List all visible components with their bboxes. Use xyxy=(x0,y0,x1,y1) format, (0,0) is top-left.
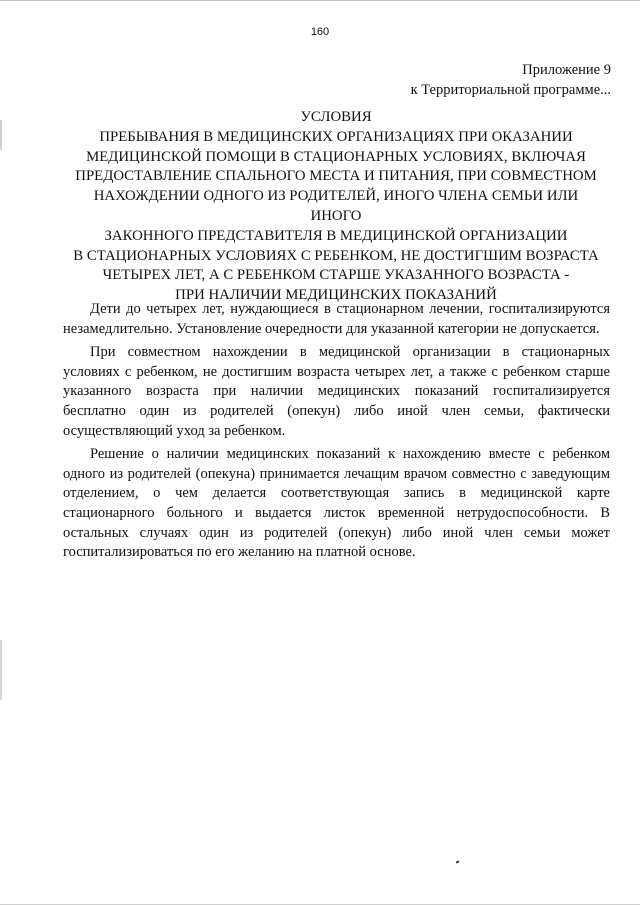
title-line: В СТАЦИОНАРНЫХ УСЛОВИЯХ С РЕБЕНКОМ, НЕ ДОСТИГШИМ ВОЗРАСТА xyxy=(73,247,599,264)
title-line: ПРЕДОСТАВЛЕНИЕ СПАЛЬНОГО МЕСТА И ПИТАНИЯ, ПРИ СОВМЕСТНОМ xyxy=(75,168,597,185)
title-line: УСЛОВИЯ xyxy=(300,109,372,125)
page-number: 160 xyxy=(310,26,330,38)
scan-edge-left xyxy=(0,120,2,150)
paragraph: Решение о наличии медицинских показаний к нахождению вместе с ребенком одного из родителей (опекуна) принимается лечащим врачом совместно с заведующим отделением, о чем делается соответствующая запись в медицинской карте стационарного больного и выдается листок временной нетрудоспособности. В остальных случаях один из родителей (опекун) либо иной член семьи может госпитализироваться по его желанию на платной основе. xyxy=(63,446,610,561)
appendix-header xyxy=(411,60,611,100)
document-body xyxy=(63,300,610,567)
scan-speck xyxy=(456,860,460,863)
title-line: ЗАКОННОГО ПРЕДСТАВИТЕЛЯ В МЕДИЦИНСКОЙ ОРГАНИЗАЦИИ xyxy=(104,227,568,244)
scan-edge-top xyxy=(0,0,640,1)
paragraph: При совместном нахождении в медицинской организации в стационарных условиях с ребенком, не достигшим возраста четырех лет, а также с ребенком старше указанного возраста при наличии медицинских показаний госпитализируется бесплатно один из родителей (опекун) либо иной член семьи, фактически осуществляющий уход за ребенком. xyxy=(63,344,610,439)
title-line: ПРЕБЫВАНИЯ В МЕДИЦИНСКИХ ОРГАНИЗАЦИЯХ ПРИ ОКАЗАНИИ xyxy=(99,128,573,145)
title-line: МЕДИЦИНСКОЙ ПОМОЩИ В СТАЦИОНАРНЫХ УСЛОВИЯХ, ВКЛЮЧАЯ xyxy=(86,148,586,165)
title-line: ИНОГО xyxy=(310,207,362,224)
scan-edge-left-lower xyxy=(0,640,2,700)
appendix-reference: к Территориальной программе... xyxy=(410,82,611,98)
title-line: ПРИ НАЛИЧИИ МЕДИЦИНСКИХ ПОКАЗАНИЙ xyxy=(175,287,497,304)
title-line: ЧЕТЫРЕХ ЛЕТ, А С РЕБЕНКОМ СТАРШЕ УКАЗАННОГО ВОЗРАСТА - xyxy=(102,267,570,284)
title-line: НАХОЖДЕНИИ ОДНОГО ИЗ РОДИТЕЛЕЙ, ИНОГО ЧЛЕНА СЕМЬИ ИЛИ xyxy=(93,188,579,205)
paragraph: Дети до четырех лет, нуждающиеся в стационарном лечении, госпитализируются незамедлительно. Установление очередности для указанной категории не допускается. xyxy=(63,301,610,337)
appendix-number: Приложение 9 xyxy=(522,62,611,78)
document-title xyxy=(60,108,612,306)
